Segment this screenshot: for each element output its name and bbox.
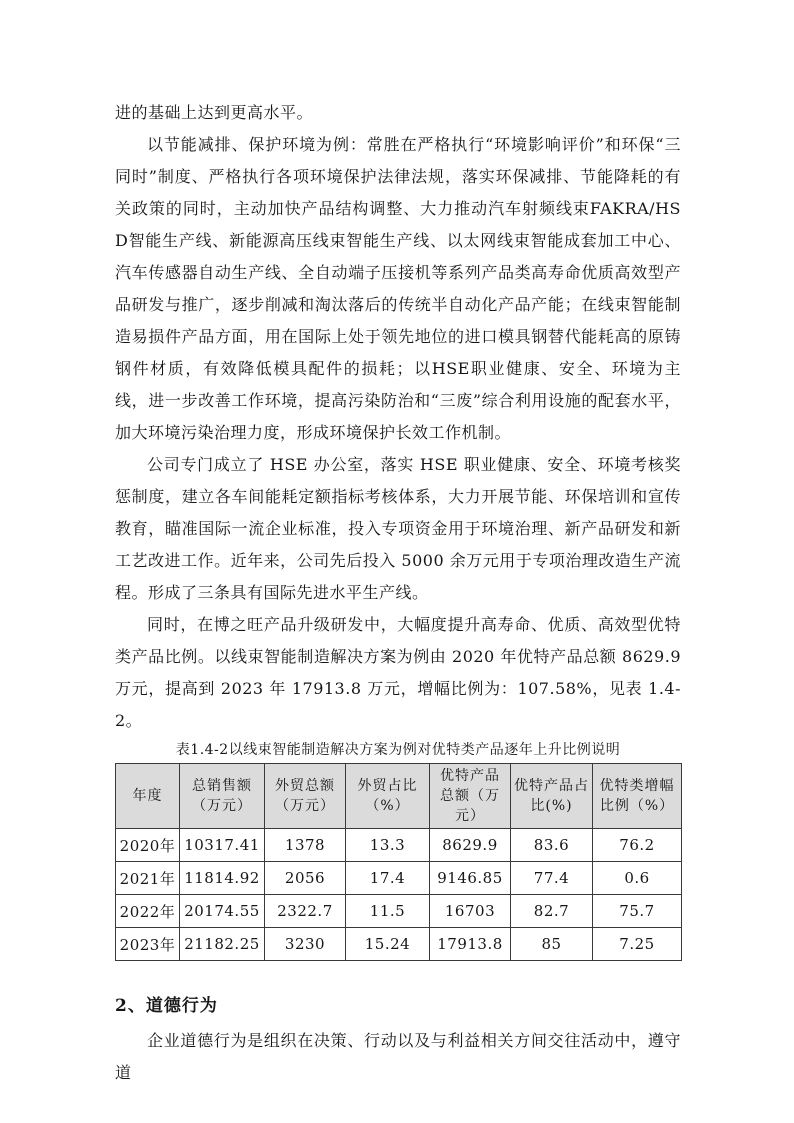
table-cell: 2023年 (116, 928, 180, 961)
table-row (116, 829, 682, 862)
table-cell: 20174.55 (180, 895, 265, 928)
table-row (116, 862, 682, 895)
table-cell: 11814.92 (180, 862, 265, 895)
table-cell: 8629.9 (430, 829, 511, 862)
table-cell: 85 (511, 928, 593, 961)
paragraph-hse-office: 公司专门成立了 HSE 办公室，落实 HSE 职业健康、安全、环境考核奖惩制度，建立各车间能耗定额指标考核体系，大力开展节能、环保培训和宣传教育，瞄准国际一流企业标准，投入专项资金用于环境治理、新产品研发和新工艺改进工作。近年来，公司先后投入 5000 余万元用于专项治理改造生产流程。形成了三条具有国际先进水平生产线。 (115, 455, 681, 602)
table-cell: 17.4 (346, 862, 430, 895)
paragraph-environment: 以节能减排、保护环境为例：常胜在严格执行“环境影响评价”和环保“三同时”制度、严格执行各项环境保护法律法规，落实环保减排、节能降耗的有关政策的同时，主动加快产品结构调整、大力推动汽车射频线束FAKRA/HSD智能生产线、新能源高压线束智能生产线、以太网线束智能成套加工中心、汽车传感器自动生产线、全自动端子压接机等系列产品类高寿命优质高效型产品研发与推广，逐步削减和淘汰落后的传统半自动化产品产能；在线束智能制造易损件产品方面，用在国际上处于领先地位的进口模具钢替代能耗高的原铸钢件材质，有效降低模具配件的损耗；以HSE职业健康、安全、环境为主线，进一步改善工作环境，提高污染防治和“三废”综合利用设施的配套水平，加大环境污染治理力度，形成环境保护长效工作机制。 (115, 135, 681, 442)
table-cell: 17913.8 (430, 928, 511, 961)
table-cell: 0.6 (593, 862, 682, 895)
paragraph-product-upgrade: 同时，在博之旺产品升级研发中，大幅度提升高寿命、优质、高效型优特类产品比例。以线束智能制造解决方案为例由 2020 年优特产品总额 8629.9 万元，提高到 2023 年 17913.8 万元，增幅比例为：107.58%，见表 1.4-2。 (115, 615, 681, 730)
table-cell: 1378 (265, 829, 346, 862)
table-cell: 75.7 (593, 895, 682, 928)
column-header: 外贸占比（%） (346, 764, 430, 829)
table-cell: 16703 (430, 895, 511, 928)
column-header: 年度 (116, 764, 180, 829)
table-cell: 13.3 (346, 829, 430, 862)
table-cell: 10317.41 (180, 829, 265, 862)
table-row (116, 895, 682, 928)
column-header: 优特产品占比(%) (511, 764, 593, 829)
paragraph-ethics: 企业道德行为是组织在决策、行动以及与利益相关方间交往活动中，遵守道 (115, 1031, 681, 1082)
paragraph-continuation: 进的基础上达到更高水平。 (115, 103, 314, 122)
column-header: 优特产品总额（万元） (430, 764, 511, 829)
table-cell: 2322.7 (265, 895, 346, 928)
table-cell: 2056 (265, 862, 346, 895)
column-header: 优特类增幅比例（%） (593, 764, 682, 829)
table-row (116, 928, 682, 961)
table-cell: 9146.85 (430, 862, 511, 895)
table-header-row (116, 764, 682, 829)
table-cell: 2021年 (116, 862, 180, 895)
table-cell: 82.7 (511, 895, 593, 928)
table-cell: 11.5 (346, 895, 430, 928)
table-caption: 表1.4-2以线束智能制造解决方案为例对优特类产品逐年上升比例说明 (175, 742, 621, 758)
table-cell: 2022年 (116, 895, 180, 928)
table-cell: 77.4 (511, 862, 593, 895)
section-heading: 2、道德行为 (115, 996, 218, 1016)
column-header: 总销售额（万元） (180, 764, 265, 829)
table-cell: 7.25 (593, 928, 682, 961)
product-data-table (115, 763, 682, 961)
table-cell: 2020年 (116, 829, 180, 862)
column-header: 外贸总额（万元） (265, 764, 346, 829)
table-cell: 76.2 (593, 829, 682, 862)
table-cell: 21182.25 (180, 928, 265, 961)
table-cell: 3230 (265, 928, 346, 961)
table-cell: 83.6 (511, 829, 593, 862)
table-cell: 15.24 (346, 928, 430, 961)
